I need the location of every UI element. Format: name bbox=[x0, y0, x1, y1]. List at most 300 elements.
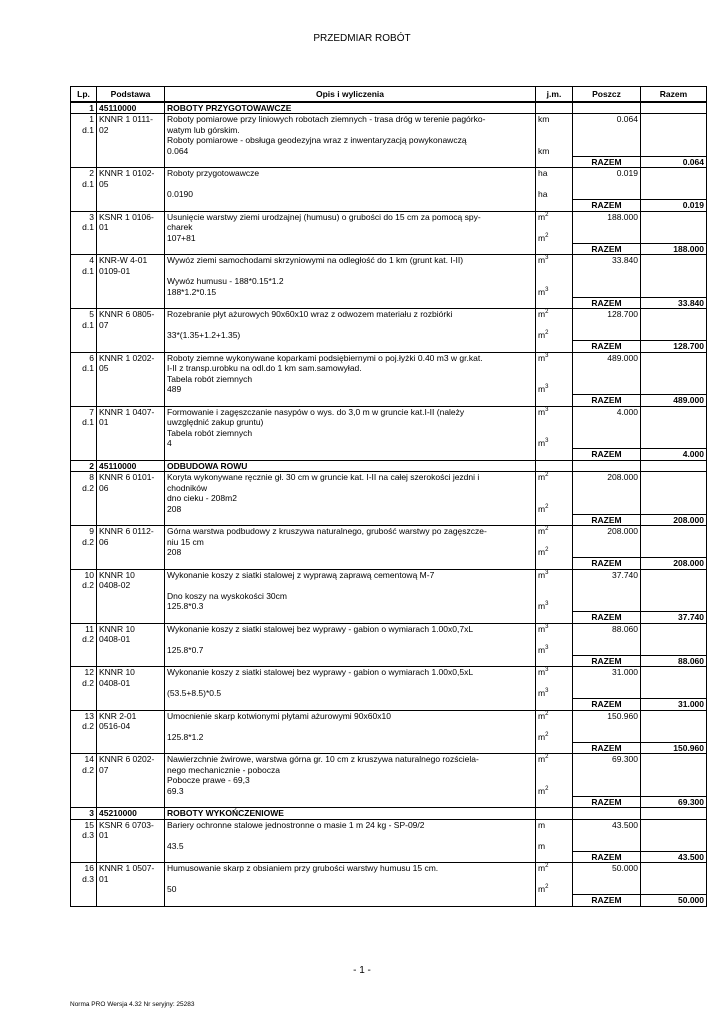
item-row bbox=[71, 406, 707, 449]
spacer bbox=[538, 428, 570, 439]
item-description bbox=[165, 168, 536, 200]
item-description bbox=[165, 754, 536, 797]
header-jm: j.m. bbox=[536, 87, 573, 102]
description-line bbox=[167, 266, 533, 277]
spacer bbox=[538, 721, 570, 732]
description-line: Formowanie i zagęszczanie nasypów o wys. do 3,0 m w gruncie kat.I-II (należy bbox=[167, 406, 465, 417]
razem-empty-lp bbox=[71, 156, 97, 168]
item-lp bbox=[71, 667, 97, 699]
description-line bbox=[167, 830, 533, 841]
razem-label: RAZEM bbox=[573, 796, 641, 808]
item-row bbox=[71, 211, 707, 243]
calc-unit-text: m bbox=[538, 438, 546, 448]
item-unit bbox=[536, 623, 573, 655]
description-line: watym lub górskim. bbox=[167, 124, 240, 135]
razem-empty-desc bbox=[165, 297, 536, 309]
razem-label: RAZEM bbox=[573, 297, 641, 309]
calculation-line: 4 bbox=[167, 438, 172, 448]
basis-line: KNNR 1 0111- bbox=[99, 114, 154, 124]
item-row bbox=[71, 309, 707, 341]
item-unit bbox=[536, 710, 573, 742]
calculation-line: 489 bbox=[167, 384, 182, 394]
razem-empty-basis bbox=[97, 796, 165, 808]
unit-label bbox=[538, 667, 570, 678]
section-empty-razem bbox=[641, 102, 707, 114]
item-row bbox=[71, 863, 707, 895]
razem-empty-desc bbox=[165, 796, 536, 808]
razem-empty-desc bbox=[165, 655, 536, 667]
item-basis bbox=[97, 168, 165, 200]
razem-empty-lp bbox=[71, 449, 97, 461]
unit-text: m bbox=[538, 406, 546, 417]
description-line: Nawierzchnie żwirowe, warstwa górna gr. 10 cm z kruszywa naturalnego rozściela- bbox=[167, 754, 479, 764]
calc-unit-label bbox=[538, 504, 570, 515]
description-line: Wywóz ziemi samochodami skrzyniowymi na odległość do 1 km (grunt kat. I-II) bbox=[167, 255, 464, 265]
item-department: d.1 bbox=[82, 265, 94, 276]
razem-value: 50.000 bbox=[641, 895, 707, 907]
razem-row bbox=[71, 895, 707, 907]
item-lp bbox=[71, 309, 97, 341]
razem-empty-lp bbox=[71, 200, 97, 212]
razem-row bbox=[71, 395, 707, 407]
item-empty-razem bbox=[641, 211, 707, 243]
item-row bbox=[71, 526, 707, 558]
item-basis bbox=[97, 863, 165, 895]
razem-label: RAZEM bbox=[573, 655, 641, 667]
razem-empty-jm bbox=[536, 558, 573, 570]
section-code: 45210000 bbox=[97, 808, 165, 820]
razem-empty-jm bbox=[536, 200, 573, 212]
item-number: 4 bbox=[89, 255, 94, 265]
calculation-line: 107+81 bbox=[167, 232, 196, 243]
unit-text: m bbox=[538, 352, 546, 363]
description-line bbox=[167, 179, 533, 190]
razem-empty-desc bbox=[165, 895, 536, 907]
razem-empty-lp bbox=[71, 699, 97, 711]
unit-exponent: 3 bbox=[545, 352, 549, 359]
razem-empty-basis bbox=[97, 655, 165, 667]
item-number: 11 bbox=[85, 623, 94, 634]
basis-line: 07 bbox=[99, 319, 109, 330]
calc-unit-label bbox=[538, 688, 570, 699]
item-quantity: 0.064 bbox=[573, 114, 641, 157]
item-number: 8 bbox=[89, 472, 94, 482]
razem-empty-desc bbox=[165, 341, 536, 353]
item-unit bbox=[536, 472, 573, 515]
razem-label: RAZEM bbox=[573, 742, 641, 754]
razem-empty-jm bbox=[536, 742, 573, 754]
description-line: Roboty ziemne wykonywane koparkami podsiębiernymi o poj.łyżki 0.40 m3 w gr.kat. bbox=[167, 352, 483, 363]
item-basis bbox=[97, 710, 165, 742]
item-department: d.2 bbox=[82, 634, 94, 644]
item-empty-razem bbox=[641, 168, 707, 200]
razem-row bbox=[71, 200, 707, 212]
unit-label bbox=[538, 754, 570, 765]
calc-unit-label bbox=[538, 438, 570, 449]
calculation-line: 208 bbox=[167, 503, 182, 514]
section-empty-jm bbox=[536, 460, 573, 472]
item-lp bbox=[71, 255, 97, 298]
item-unit bbox=[536, 352, 573, 395]
spacer bbox=[538, 222, 570, 233]
item-row bbox=[71, 819, 707, 851]
item-unit bbox=[536, 819, 573, 851]
item-quantity: 188.000 bbox=[573, 211, 641, 243]
item-basis bbox=[97, 819, 165, 851]
description-line: Wykonanie koszy z siatki stalowej z wyprawą zaprawą cementową M-7 bbox=[167, 569, 435, 580]
header-poszcz: Poszcz bbox=[573, 87, 641, 102]
description-line: Tabela robót ziemnych bbox=[167, 427, 253, 438]
section-code: 45110000 bbox=[97, 102, 165, 114]
item-unit bbox=[536, 255, 573, 298]
item-description bbox=[165, 863, 536, 895]
calculation-line: 188*1.2*0.15 bbox=[167, 286, 217, 297]
unit-text: m bbox=[538, 667, 546, 677]
razem-empty-basis bbox=[97, 395, 165, 407]
calc-unit-exponent: 3 bbox=[545, 286, 549, 293]
item-lp bbox=[71, 406, 97, 449]
calc-unit-exponent: 3 bbox=[545, 644, 549, 651]
razem-empty-desc bbox=[165, 742, 536, 754]
razem-empty-desc bbox=[165, 156, 536, 168]
razem-row bbox=[71, 796, 707, 808]
description-line bbox=[167, 678, 533, 689]
item-empty-razem bbox=[641, 819, 707, 851]
item-row bbox=[71, 667, 707, 699]
razem-value: 0.019 bbox=[641, 200, 707, 212]
item-unit bbox=[536, 309, 573, 341]
section-code: 45110000 bbox=[97, 460, 165, 472]
calculation-line: 125.8*0.7 bbox=[167, 644, 204, 655]
basis-line: 05 bbox=[99, 178, 109, 189]
basis-line: KNNR 10 bbox=[99, 569, 135, 580]
unit-exponent: 2 bbox=[545, 211, 549, 218]
spacer bbox=[538, 374, 570, 385]
basis-line: 0516-04 bbox=[99, 721, 131, 731]
calc-unit-label bbox=[538, 884, 570, 895]
calculation-line: 125.8*0.3 bbox=[167, 601, 204, 611]
page-number: - 1 - bbox=[353, 965, 371, 976]
basis-line: KNNR 6 0202- bbox=[99, 754, 155, 764]
item-quantity: 150.960 bbox=[573, 710, 641, 742]
item-basis bbox=[97, 211, 165, 243]
section-empty-razem bbox=[641, 808, 707, 820]
section-empty-jm bbox=[536, 808, 573, 820]
razem-empty-jm bbox=[536, 699, 573, 711]
calc-unit-label bbox=[538, 786, 570, 797]
razem-empty-lp bbox=[71, 895, 97, 907]
razem-empty-basis bbox=[97, 699, 165, 711]
unit-text: m bbox=[538, 569, 546, 580]
unit-text: km bbox=[538, 114, 550, 124]
spacer bbox=[538, 580, 570, 591]
basis-line: KSNR 1 0106- bbox=[99, 211, 154, 222]
razem-empty-desc bbox=[165, 395, 536, 407]
razem-value: 128.700 bbox=[641, 341, 707, 353]
item-quantity: 43.500 bbox=[573, 819, 641, 851]
description-line: Bariery ochronne stalowe jednostronne o masie 1 m 24 kg - SP-09/2 bbox=[167, 819, 425, 830]
item-unit bbox=[536, 569, 573, 612]
unit-text: ha bbox=[538, 168, 548, 178]
item-unit bbox=[536, 211, 573, 243]
item-unit bbox=[536, 754, 573, 797]
item-number: 14 bbox=[84, 754, 94, 764]
spacer bbox=[538, 276, 570, 287]
item-description bbox=[165, 255, 536, 298]
razem-label: RAZEM bbox=[573, 895, 641, 907]
razem-row bbox=[71, 558, 707, 570]
calc-unit-text: m bbox=[538, 503, 546, 514]
section-title: ODBUDOWA ROWU bbox=[165, 460, 536, 472]
basis-line: KNR-W 4-01 bbox=[99, 255, 148, 265]
item-basis bbox=[97, 114, 165, 157]
razem-row bbox=[71, 612, 707, 624]
basis-line: KNNR 10 bbox=[99, 623, 135, 634]
section-number: 3 bbox=[71, 808, 97, 820]
razem-empty-basis bbox=[97, 851, 165, 863]
basis-line: KNNR 1 0202- bbox=[99, 352, 155, 363]
razem-label: RAZEM bbox=[573, 341, 641, 353]
spacer bbox=[538, 765, 570, 776]
item-department: d.1 bbox=[82, 124, 94, 135]
item-description bbox=[165, 819, 536, 851]
basis-line: KNNR 6 0101- bbox=[99, 472, 155, 482]
description-line: Umocnienie skarp kotwionymi płytami ażurowymi 90x60x10 bbox=[167, 710, 391, 721]
unit-label bbox=[538, 212, 570, 223]
item-number: 7 bbox=[89, 406, 94, 417]
item-department: d.2 bbox=[82, 764, 94, 775]
item-empty-razem bbox=[641, 623, 707, 655]
description-line: Wykonanie koszy z siatki stalowej bez wyprawy - gabion o wymiarach 1.00x0,5xL bbox=[167, 667, 474, 677]
spacer bbox=[538, 125, 570, 136]
razem-empty-basis bbox=[97, 895, 165, 907]
item-unit bbox=[536, 406, 573, 449]
item-number: 2 bbox=[89, 168, 94, 178]
unit-exponent: 3 bbox=[545, 569, 549, 576]
item-empty-razem bbox=[641, 472, 707, 515]
razem-row bbox=[71, 297, 707, 309]
unit-label bbox=[538, 863, 570, 874]
item-quantity: 489.000 bbox=[573, 352, 641, 395]
calculation-line: 43.5 bbox=[167, 840, 184, 851]
razem-empty-basis bbox=[97, 156, 165, 168]
unit-text: m bbox=[538, 819, 546, 830]
description-line: nego mechanicznie - pobocza bbox=[167, 764, 280, 775]
razem-empty-lp bbox=[71, 655, 97, 667]
item-lp bbox=[71, 526, 97, 558]
basis-line: 01 bbox=[99, 417, 109, 427]
calc-unit-label bbox=[538, 841, 570, 852]
item-description bbox=[165, 526, 536, 558]
calc-unit-exponent: 3 bbox=[545, 601, 549, 608]
item-row bbox=[71, 352, 707, 395]
calc-unit-exponent: 3 bbox=[545, 688, 549, 695]
razem-value: 4.000 bbox=[641, 449, 707, 461]
section-number: 1 bbox=[71, 102, 97, 114]
item-number: 5 bbox=[89, 309, 94, 319]
unit-text: m bbox=[538, 309, 546, 319]
razem-value: 88.060 bbox=[641, 655, 707, 667]
basis-line: 0408-01 bbox=[99, 677, 131, 688]
razem-label: RAZEM bbox=[573, 156, 641, 168]
basis-line: KNNR 6 0805- bbox=[99, 309, 155, 319]
unit-text: m bbox=[538, 472, 546, 482]
calc-unit-text: m bbox=[538, 785, 546, 796]
item-basis bbox=[97, 569, 165, 612]
razem-label: RAZEM bbox=[573, 612, 641, 624]
razem-row bbox=[71, 514, 707, 526]
item-quantity: 69.300 bbox=[573, 754, 641, 797]
item-lp bbox=[71, 472, 97, 515]
description-line: Wykonanie koszy z siatki stalowej bez wyprawy - gabion o wymiarach 1.00x0,7xL bbox=[167, 623, 474, 634]
item-lp bbox=[71, 754, 97, 797]
unit-exponent: 3 bbox=[545, 667, 549, 674]
razem-empty-jm bbox=[536, 612, 573, 624]
item-number: 16 bbox=[84, 863, 94, 873]
item-lp bbox=[71, 569, 97, 612]
section-empty-poszcz bbox=[573, 808, 641, 820]
calc-unit-text: m bbox=[538, 731, 546, 742]
item-lp bbox=[71, 211, 97, 243]
header-razem: Razem bbox=[641, 87, 707, 102]
item-basis bbox=[97, 352, 165, 395]
calc-unit-text: ha bbox=[538, 189, 548, 199]
calc-unit-exponent: 2 bbox=[545, 232, 549, 239]
calc-unit-label bbox=[538, 330, 570, 341]
razem-row bbox=[71, 851, 707, 863]
item-empty-razem bbox=[641, 667, 707, 699]
header-row bbox=[71, 87, 707, 102]
item-empty-razem bbox=[641, 255, 707, 298]
razem-value: 33.840 bbox=[641, 297, 707, 309]
basis-line: KNR 2-01 bbox=[99, 710, 137, 721]
item-lp bbox=[71, 352, 97, 395]
item-empty-razem bbox=[641, 406, 707, 449]
calc-unit-exponent: 2 bbox=[545, 731, 549, 738]
item-lp bbox=[71, 623, 97, 655]
razem-empty-jm bbox=[536, 341, 573, 353]
unit-text: m bbox=[538, 255, 546, 265]
item-department: d.2 bbox=[82, 580, 94, 590]
item-row bbox=[71, 255, 707, 298]
section-title: ROBOTY WYKOŃCZENIOWE bbox=[165, 808, 536, 820]
item-quantity: 31.000 bbox=[573, 667, 641, 699]
item-description bbox=[165, 623, 536, 655]
razem-value: 0.064 bbox=[641, 156, 707, 168]
razem-empty-desc bbox=[165, 514, 536, 526]
section-empty-poszcz bbox=[573, 102, 641, 114]
razem-empty-desc bbox=[165, 851, 536, 863]
unit-exponent: 2 bbox=[545, 472, 549, 479]
item-number: 15 bbox=[84, 819, 94, 830]
razem-label: RAZEM bbox=[573, 395, 641, 407]
razem-value: 43.500 bbox=[641, 851, 707, 863]
unit-label bbox=[538, 472, 570, 483]
item-basis bbox=[97, 255, 165, 298]
item-unit bbox=[536, 114, 573, 157]
header-lp: Lp. bbox=[71, 87, 97, 102]
description-line: Humusowanie skarp z obsianiem przy grubości warstwy humusu 15 cm. bbox=[167, 863, 439, 873]
item-unit bbox=[536, 863, 573, 895]
razem-empty-desc bbox=[165, 243, 536, 255]
spacer bbox=[538, 591, 570, 602]
unit-label bbox=[538, 353, 570, 364]
item-quantity: 33.840 bbox=[573, 255, 641, 298]
item-department: d.3 bbox=[82, 873, 94, 884]
calculation-line: 50 bbox=[167, 884, 177, 894]
calc-unit-text: m bbox=[538, 840, 546, 851]
item-department: d.2 bbox=[82, 721, 94, 731]
item-unit bbox=[536, 168, 573, 200]
section-empty-poszcz bbox=[573, 460, 641, 472]
razem-empty-basis bbox=[97, 297, 165, 309]
basis-line: 06 bbox=[99, 536, 109, 547]
calc-unit-text: m bbox=[538, 232, 546, 243]
item-department: d.2 bbox=[82, 677, 94, 688]
calculation-line: 125.8*1.2 bbox=[167, 731, 204, 742]
unit-text: m bbox=[538, 211, 546, 222]
razem-row bbox=[71, 243, 707, 255]
razem-empty-lp bbox=[71, 851, 97, 863]
item-row bbox=[71, 754, 707, 797]
item-empty-razem bbox=[641, 114, 707, 157]
razem-row bbox=[71, 742, 707, 754]
razem-row bbox=[71, 655, 707, 667]
calc-unit-exponent: 2 bbox=[545, 503, 549, 510]
description-line: charek bbox=[167, 222, 193, 232]
unit-exponent: 2 bbox=[545, 863, 549, 870]
calc-unit-label bbox=[538, 146, 570, 157]
calc-unit-text: m bbox=[538, 884, 546, 894]
description-line: Górna warstwa podbudowy z kruszywa naturalnego, grubość warstwy po zagęszcze- bbox=[167, 526, 487, 536]
unit-exponent: 3 bbox=[545, 406, 549, 413]
razem-empty-lp bbox=[71, 742, 97, 754]
calculation-line: 33*(1.35+1.2+1.35) bbox=[167, 330, 241, 340]
razem-empty-basis bbox=[97, 514, 165, 526]
spacer bbox=[538, 179, 570, 190]
spacer bbox=[538, 634, 570, 645]
description-line: niu 15 cm bbox=[167, 536, 204, 547]
razem-empty-jm bbox=[536, 297, 573, 309]
unit-label bbox=[538, 168, 570, 179]
section-row bbox=[71, 102, 707, 114]
unit-label bbox=[538, 114, 570, 125]
razem-empty-lp bbox=[71, 796, 97, 808]
calc-unit-text: m bbox=[538, 601, 546, 611]
unit-label bbox=[538, 255, 570, 266]
spacer bbox=[538, 537, 570, 548]
razem-row bbox=[71, 156, 707, 168]
description-line: Rozebranie płyt ażurowych 90x60x10 wraz z odwozem materiału z rozbiórki bbox=[167, 309, 453, 319]
item-department: d.1 bbox=[82, 319, 94, 330]
unit-exponent: 2 bbox=[545, 710, 549, 717]
razem-label: RAZEM bbox=[573, 558, 641, 570]
razem-value: 188.000 bbox=[641, 243, 707, 255]
description-line: uwzględnić zakup gruntu) bbox=[167, 417, 264, 427]
item-lp bbox=[71, 168, 97, 200]
description-line: Koryta wykonywane ręcznie gł. 30 cm w gruncie kat. I-II na całej szerokości jezdni i bbox=[167, 472, 480, 482]
razem-empty-desc bbox=[165, 449, 536, 461]
item-empty-razem bbox=[641, 754, 707, 797]
item-number: 12 bbox=[84, 667, 94, 677]
item-description bbox=[165, 472, 536, 515]
unit-label bbox=[538, 711, 570, 722]
basis-line: KNNR 6 0112- bbox=[99, 526, 154, 536]
unit-label bbox=[538, 407, 570, 418]
basis-line: KNNR 1 0102- bbox=[99, 168, 155, 178]
section-number: 2 bbox=[71, 460, 97, 472]
unit-exponent: 2 bbox=[545, 754, 549, 761]
